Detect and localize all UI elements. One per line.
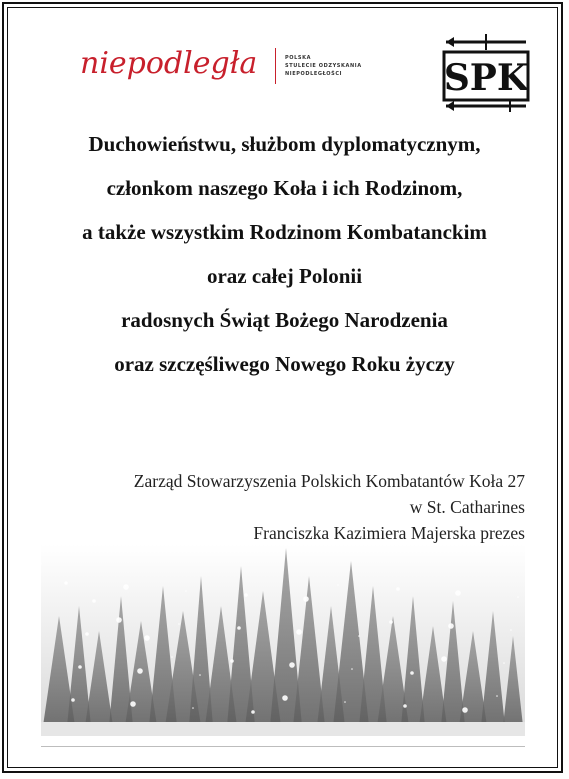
snowflake-icon: [192, 707, 194, 709]
spk-emblem-text: SPK: [443, 57, 529, 99]
winter-forest-illustration: [41, 544, 525, 736]
greeting-line: członkom naszego Koła i ich Rodzinom,: [106, 176, 463, 200]
snowflake-icon: [448, 623, 454, 629]
logo-script-text: niepodległa: [80, 46, 258, 81]
snowflake-icon: [296, 629, 302, 635]
snowflake-icon: [455, 590, 461, 596]
snowflake-icon: [78, 665, 82, 669]
signature-line: Franciszka Kazimiera Majerska prezes: [253, 523, 525, 543]
snowflake-icon: [130, 701, 136, 707]
snowflake-icon: [116, 617, 122, 623]
snowflake-icon: [71, 698, 75, 702]
greeting-line: radosnych Świąt Bożego Narodzenia: [121, 308, 448, 332]
snowflake-icon: [503, 662, 505, 664]
logo-small-line: NIEPODLEGŁOŚCI: [285, 71, 343, 77]
greeting-line: Duchowieństwu, służbom dyplomatycznym,: [88, 132, 481, 156]
snowflake-icon: [85, 632, 89, 636]
greeting-text: [30, 122, 539, 386]
snowflake-icon: [199, 674, 201, 676]
signature-block: [45, 468, 525, 546]
logo-small-line: POLSKA: [285, 55, 312, 61]
snowflake-icon: [510, 629, 512, 631]
snowflake-icon: [303, 596, 309, 602]
snowflake-icon: [337, 584, 339, 586]
snowflake-icon: [462, 707, 468, 713]
snowflake-icon: [244, 593, 248, 597]
snowflake-icon: [137, 668, 143, 674]
snowflake-icon: [178, 623, 180, 625]
snowflake-icon: [410, 671, 414, 675]
snowflake-icon: [496, 695, 498, 697]
logo-divider: [275, 48, 276, 84]
snowflake-icon: [351, 668, 353, 670]
snowflake-icon: [403, 704, 407, 708]
snowflake-icon: [171, 656, 173, 658]
snowflake-icon: [144, 635, 150, 641]
snowflake-icon: [358, 635, 360, 637]
greeting-line: oraz całej Polonii: [206, 264, 363, 288]
snowflake-icon: [517, 596, 519, 598]
signature-line: Zarząd Stowarzyszenia Polskich Kombatantów Koła 27: [133, 471, 525, 491]
greeting-line: oraz szczęśliwego Nowego Roku życzy: [114, 352, 455, 376]
niepodlegla-logo: [80, 42, 400, 92]
signature-line: w St. Catharines: [409, 497, 525, 517]
snowflake-icon: [123, 584, 129, 590]
snowflake-icon: [389, 620, 393, 624]
snowflake-icon: [282, 695, 288, 701]
logo-small-text: [285, 54, 362, 78]
snowflake-icon: [251, 710, 255, 714]
snowflake-icon: [185, 590, 187, 592]
bottom-rule: [41, 746, 525, 747]
snowflake-icon: [230, 659, 234, 663]
spk-emblem-icon: [440, 28, 532, 114]
snowflake-icon: [344, 701, 346, 703]
snowflake-icon: [396, 587, 400, 591]
snowflake-icon: [441, 656, 447, 662]
snowflake-icon: [92, 599, 96, 603]
snowflake-icon: [289, 662, 295, 668]
logo-small-line: STULECIE ODZYSKANIA: [285, 63, 362, 69]
greeting-line: a także wszystkim Rodzinom Kombatanckim: [82, 220, 487, 244]
snowflake-icon: [64, 581, 68, 585]
snowflake-icon: [237, 626, 241, 630]
